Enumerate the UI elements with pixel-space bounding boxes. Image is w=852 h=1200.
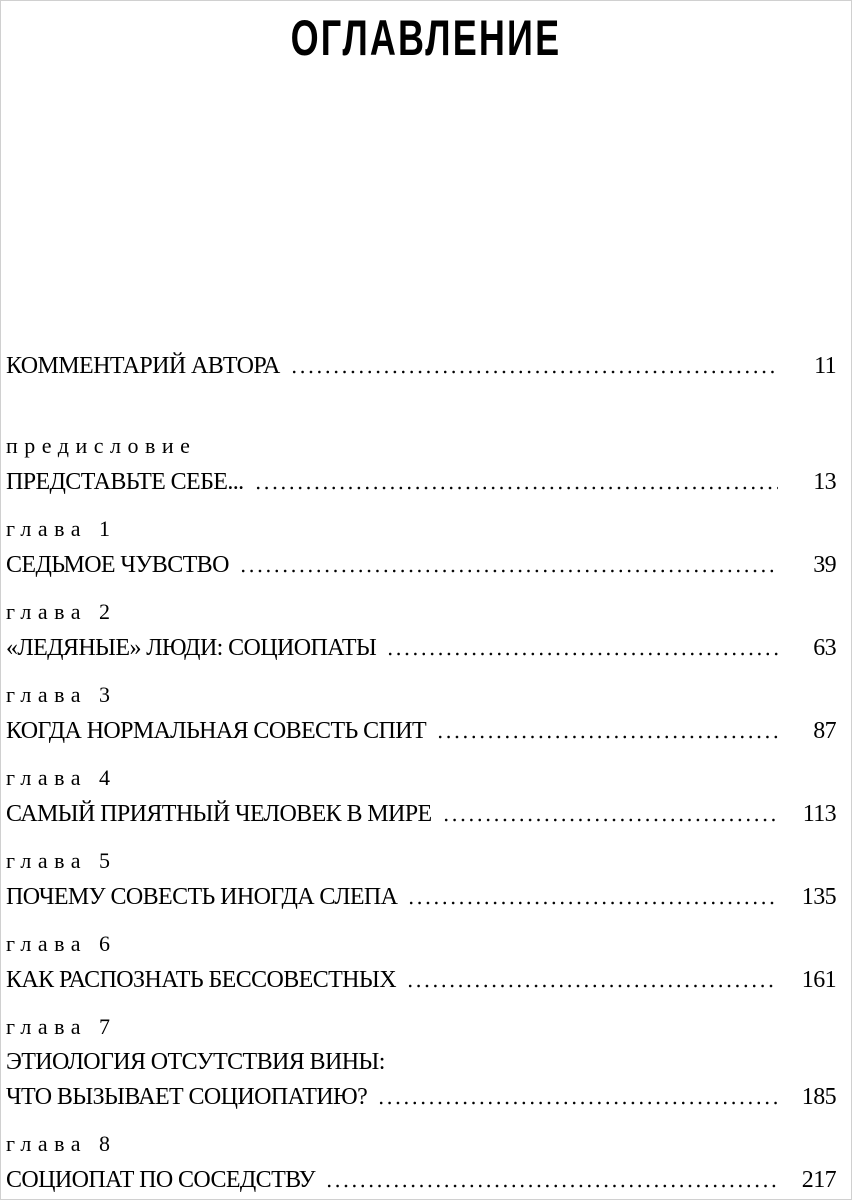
page-number: 135 <box>801 884 836 910</box>
chapter-label: глава 2 <box>6 599 117 624</box>
entry-title-continued: ЧТО ВЫЗЫВАЕТ СОЦИОПАТИЮ? <box>6 1084 368 1110</box>
entry-title: КОГДА НОРМАЛЬНАЯ СОВЕСТЬ СПИТ <box>6 718 427 744</box>
chapter-label: глава 1 <box>6 516 117 541</box>
toc-entry[interactable] <box>6 511 836 583</box>
page-number: 63 <box>813 635 836 661</box>
page-number: 11 <box>814 353 836 379</box>
chapter-label: глава 7 <box>6 1014 117 1039</box>
dot-leader <box>442 816 778 824</box>
page-number: 13 <box>813 469 836 495</box>
chapter-label: глава 6 <box>6 931 117 956</box>
chapter-label: глава 3 <box>6 682 117 707</box>
entry-title: СЕДЬМОЕ ЧУВСТВО <box>6 552 229 578</box>
dot-leader <box>406 982 778 990</box>
page-title-text: ОГЛАВЛЕНИЕ <box>290 10 562 66</box>
dot-leader <box>325 1182 778 1190</box>
entry-title: КОММЕНТАРИЙ АВТОРА <box>6 353 280 379</box>
chapter-label: глава 4 <box>6 765 117 790</box>
toc-entry[interactable] <box>6 760 836 832</box>
page-number: 113 <box>802 801 836 827</box>
dot-leader <box>290 368 778 376</box>
entry-title: САМЫЙ ПРИЯТНЫЙ ЧЕЛОВЕК В МИРЕ <box>6 801 432 827</box>
page-number: 185 <box>801 1084 836 1110</box>
section-label: предисловие <box>6 433 197 458</box>
toc-entry[interactable] <box>6 348 836 384</box>
dot-leader <box>377 1099 778 1107</box>
dot-leader <box>254 484 778 492</box>
page-title <box>1 7 851 69</box>
toc-entry[interactable] <box>6 1009 836 1115</box>
toc-entry[interactable] <box>6 594 836 666</box>
table-of-contents <box>6 348 836 1198</box>
page-number: 39 <box>813 552 836 578</box>
toc-entry[interactable] <box>6 1126 836 1198</box>
entry-title: «ЛЕДЯНЫЕ» ЛЮДИ: СОЦИОПАТЫ <box>6 635 377 661</box>
page-number: 161 <box>801 967 836 993</box>
dot-leader <box>407 899 778 907</box>
toc-entry[interactable] <box>6 843 836 915</box>
entry-title: ПРЕДСТАВЬТЕ СЕБЕ... <box>6 469 244 495</box>
toc-entry[interactable] <box>6 428 836 500</box>
entry-title: ПОЧЕМУ СОВЕСТЬ ИНОГДА СЛЕПА <box>6 884 398 910</box>
toc-entry[interactable] <box>6 926 836 998</box>
page-number: 217 <box>801 1167 836 1193</box>
page-number: 87 <box>813 718 836 744</box>
chapter-label: глава 8 <box>6 1131 117 1156</box>
entry-title: КАК РАСПОЗНАТЬ БЕССОВЕСТНЫХ <box>6 967 396 993</box>
toc-entry[interactable] <box>6 677 836 749</box>
entry-title: ЭТИОЛОГИЯ ОТСУТСТВИЯ ВИНЫ: <box>6 1049 385 1075</box>
dot-leader <box>386 650 778 658</box>
dot-leader <box>239 567 778 575</box>
entry-title: СОЦИОПАТ ПО СОСЕДСТВУ <box>6 1167 316 1193</box>
dot-leader <box>436 733 778 741</box>
chapter-label: глава 5 <box>6 848 117 873</box>
